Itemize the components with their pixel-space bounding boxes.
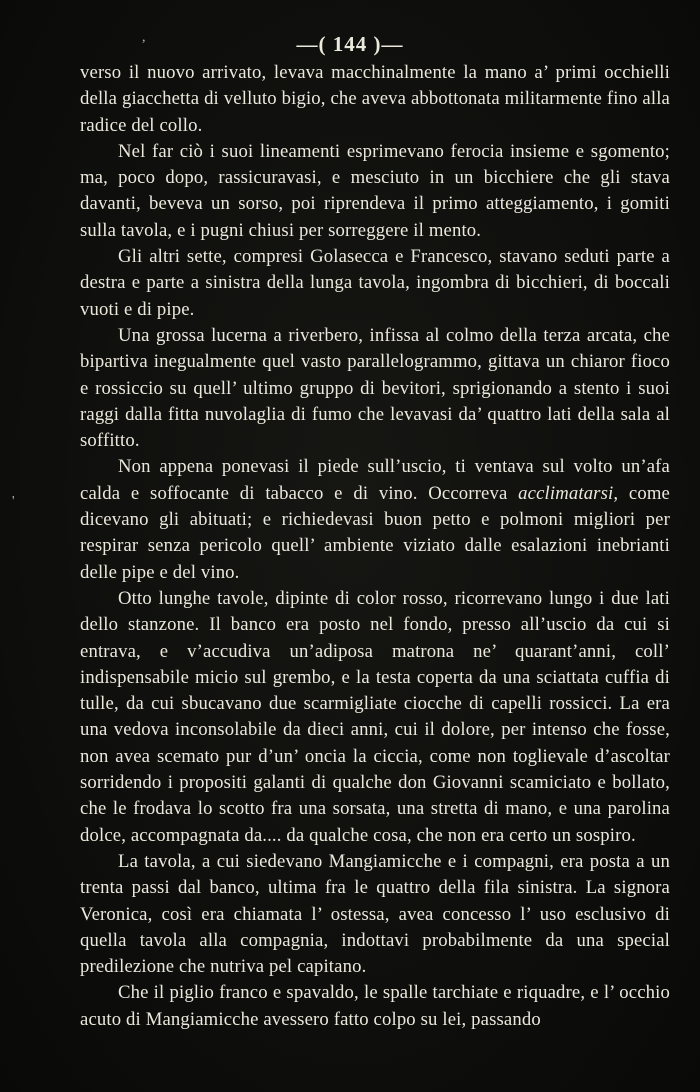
body-text [80,60,670,1033]
paragraph: La tavola, a cui siedevano Mangiamicche e i compagni, era posta a un trenta passi dal banco, ultima fra le quattro della fila sinistra. La signora Veronica, così era chiamata l’ ostessa, avea concesso l’ uso esclusivo di quella tavola alla compagnia, indottavi probabilmente da una special predilezione che nutriva pel capitano. [80,850,670,978]
margin-speck: ' [12,494,15,509]
italic-word: acclimatarsi [518,482,614,504]
margin-speck: , [142,30,146,45]
paragraph: Una grossa lucerna a riverbero, infissa al colmo della terza arcata, che bipartiva inegualmente quel vasto parallelogrammo, gittava un chiaror fioco e rossiccio su quell’ ultimo gruppo di bevitori, sprigionando a stento i suoi raggi dalla fitta nuvolaglia di fumo che levavasi da’ quattro lati della sala al soffitto. [80,324,670,452]
paragraph: Che il piglio franco e spavaldo, le spalle tarchiate e riquadre, e l’ occhio acuto di Mangiamicche avessero fatto colpo su lei, passando [80,982,670,1030]
paragraph-text: Non appena ponevasi il piede sull’uscio, ti ventava sul volto un’afa calda e soffocante di tabacco e di vino. Occorreva [80,456,670,504]
paragraph: Otto lunghe tavole, dipinte di color rosso, ricorrevano lungo i due lati dello stanzone. Il banco era posto nel fondo, presso all’uscio da cui si entrava, e v’accudiva un’adiposa matrona ne’ quarant’anni, coll’ indispensabile micio sul grembo, e la testa coperta da una sciattata cuffia di tulle, da cui sbucavano due scarmigliate ciocche di capelli rossicci. La era una vedova inconsolabile da dieci anni, cui il dolore, per intenso che fosse, non avea scemato pur d’un’ oncia la ciccia, come non toglievale d’ascoltar sorridendo i propositi galanti di qualche don Giovanni scamiciato e bollato, che le frodava lo scotto fra una sorsata, una stretta di mano, e una parolina dolce, accompagnata da.... da qualche cosa, che non era certo un sospiro. [80,587,670,846]
paragraph-text: , come dicevano gli abituati; e richiedevasi buon petto e polmoni migliori per respirar senza pericolo quell’ ambiente viziato dalle esalazioni inebrianti delle pipe e del vino. [80,482,670,583]
page-number-header: —( 144 )— [296,32,404,56]
paragraph: Nel far ciò i suoi lineamenti esprimevano ferocia insieme e sgomento; ma, poco dopo, rassicuravasi, e mesciuto in un bicchiere che gli stava davanti, beveva un sorso, poi riprendeva il primo atteggiamento, i gomiti sulla tavola, e i pugni chiusi per sorreggere il mento. [80,140,670,241]
paragraph: verso il nuovo arrivato, levava macchinalmente la mano a’ primi occhielli della giacchetta di velluto bigio, che aveva abbottonata militarmente fino alla radice del collo. [80,62,670,136]
paragraph: Gli altri sette, compresi Golasecca e Francesco, stavano seduti parte a destra e parte a sinistra della lunga tavola, ingombra di bicchieri, di boccali vuoti e di pipe. [80,246,670,320]
paragraph [80,454,670,585]
